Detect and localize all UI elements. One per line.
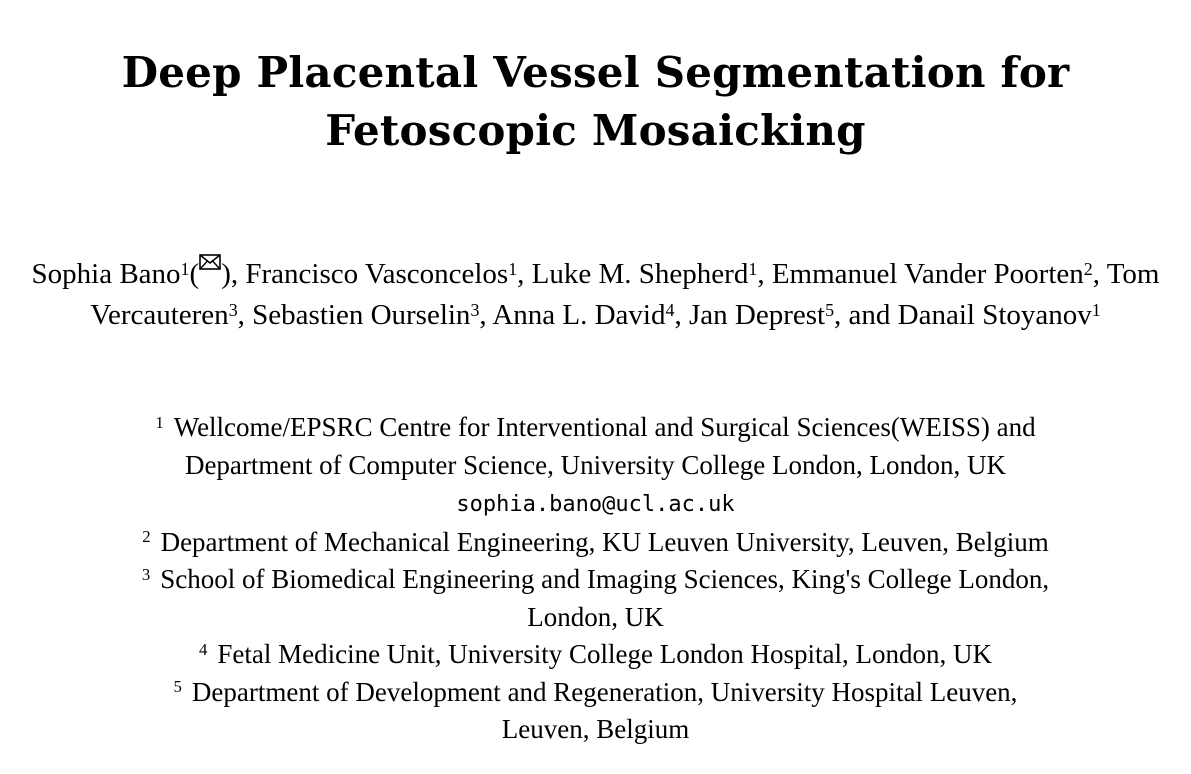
- affiliation-number: 1: [155, 412, 164, 432]
- author-conjunction: and: [848, 299, 891, 332]
- author-list: Sophia Bano$^1$( ), Francisco Vasconcelos$^1$, Luke M. Shepherd$^1$, Emmanuel Vander Poorten$^2$, Tom Vercauteren$^3$, Sebastien Ourselin$^3$, Anna L. David$^4$, Jan Deprest$^5$, and Danail Stoyanov$^1$: [20, 254, 1171, 336]
- author-name: Sebastien Ourselin: [252, 299, 471, 332]
- affiliation-line: Department of Mechanical Engineering, KU Leuven University, Leuven, Belgium: [160, 526, 1049, 557]
- affiliation-item: [10, 524, 1181, 562]
- author-name: Emmanuel Vander Poorten: [771, 258, 1084, 291]
- author-name: Anna L. David: [492, 299, 666, 332]
- author-name: Francisco Vasconcelos: [245, 258, 509, 291]
- author-name: Luke M. Shepherd: [531, 258, 749, 291]
- affiliation-number: 2: [142, 527, 151, 547]
- paper-title: [0, 44, 1191, 160]
- author-affiliation-mark: 5: [825, 299, 835, 320]
- author-name: Jan Deprest: [688, 299, 826, 332]
- affiliation-line: School of Biomedical Engineering and Imaging Sciences, King's College London,: [160, 564, 1050, 594]
- affiliation-line: London, UK: [527, 601, 664, 632]
- author-affiliation-mark: 2: [1083, 258, 1093, 279]
- author-affiliation-mark: 3: [228, 299, 238, 320]
- affiliation-line: Fetal Medicine Unit, University College London Hospital, London, UK: [217, 639, 993, 669]
- affiliation-item: [10, 674, 1181, 749]
- affiliation-number: 5: [173, 677, 182, 697]
- author-name: Sophia Bano: [31, 258, 181, 291]
- affiliation-item: [10, 409, 1181, 524]
- author-affiliation-mark: 1: [508, 258, 518, 279]
- author-name: Tom Vercauteren: [90, 258, 1160, 332]
- affiliation-line: Leuven, Belgium: [501, 714, 690, 744]
- author-name: Danail Stoyanov: [897, 299, 1092, 332]
- author-affiliation-mark: 1: [748, 258, 758, 279]
- affiliation-item: [10, 636, 1181, 674]
- author-affiliation-mark: 1: [1091, 299, 1101, 320]
- affiliation-number: 4: [198, 639, 208, 659]
- affiliation-line: Department of Development and Regeneration, University Hospital Leuven,: [191, 676, 1018, 707]
- affiliation-item: [10, 561, 1181, 636]
- author-affiliation-mark: 3: [470, 299, 480, 320]
- author-affiliation-mark: 1: [180, 258, 190, 279]
- affiliation-line: Wellcome/EPSRC Centre for Interventional and Surgical Sciences(WEISS) and: [173, 412, 1036, 442]
- envelope-icon: [199, 254, 221, 270]
- affiliation-number: 3: [141, 564, 151, 584]
- email-address[interactable]: sophia.bano@ucl.ac.uk: [456, 492, 735, 517]
- author-affiliation-mark: 4: [665, 299, 675, 320]
- affiliation-list: [10, 409, 1181, 749]
- affiliation-line: Department of Computer Science, University College London, London, UK: [184, 449, 1007, 480]
- title-line-1: Deep Placental Vessel Segmentation for: [121, 48, 1070, 97]
- title-line-2: Fetoscopic Mosaicking: [325, 106, 866, 155]
